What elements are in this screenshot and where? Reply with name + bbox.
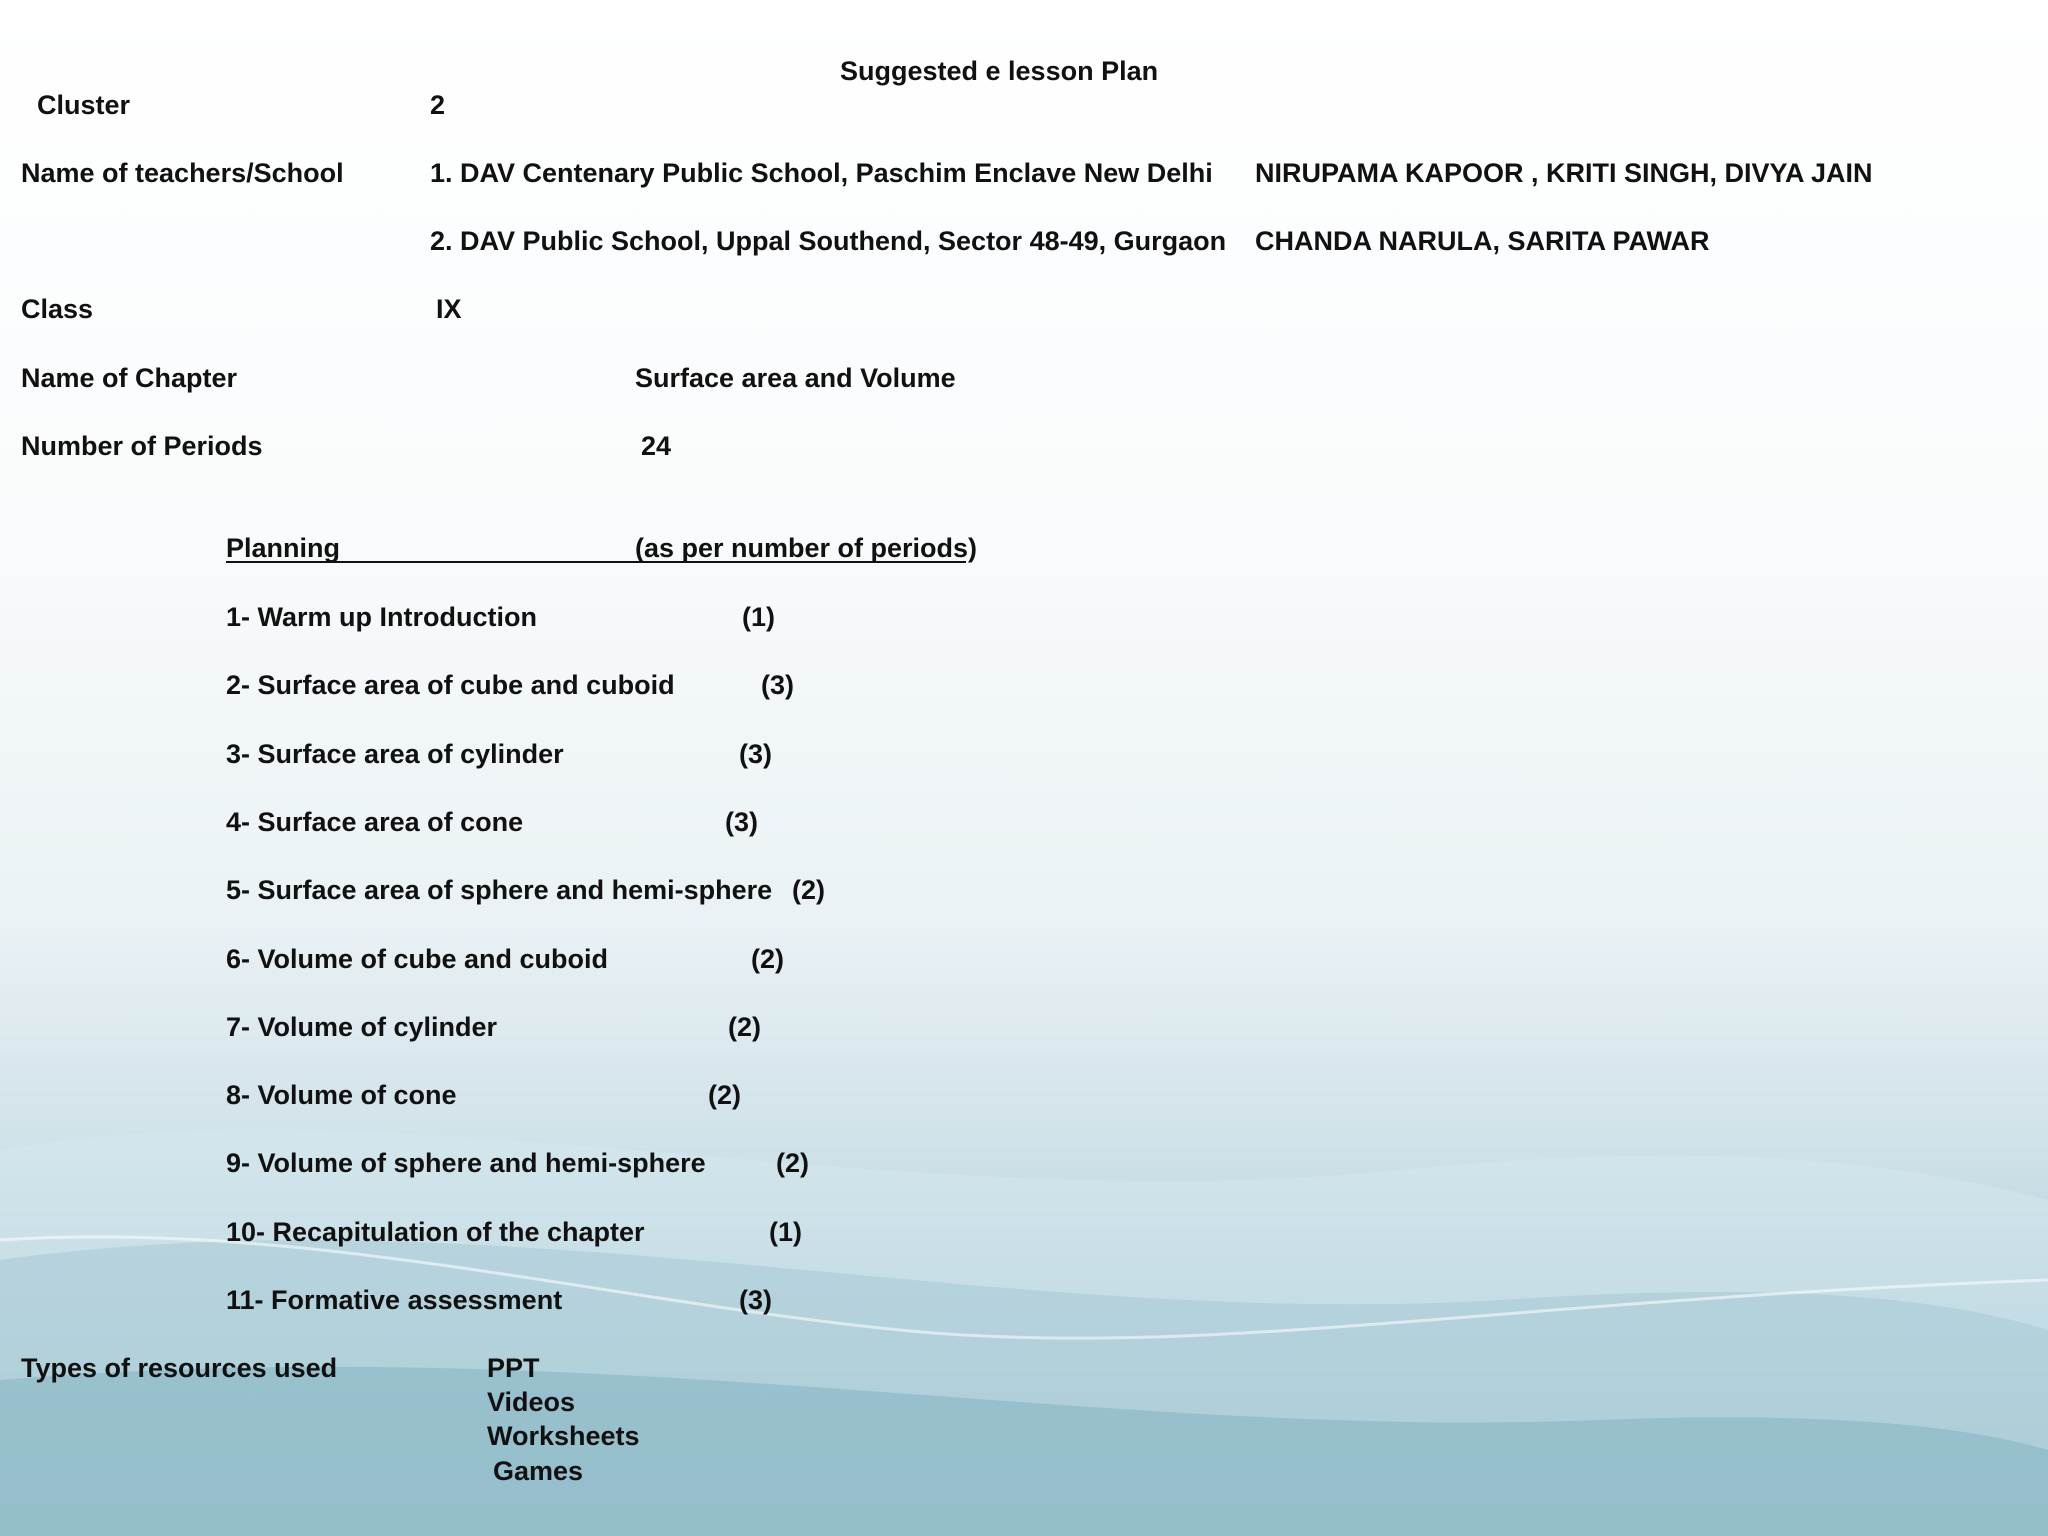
planning-item: 3- Surface area of cylinder — [226, 739, 564, 769]
planning-item-count: (2) — [708, 1080, 741, 1110]
planning-item: 1- Warm up Introduction — [226, 602, 537, 632]
resource-item: Worksheets — [487, 1421, 640, 1451]
planning-item: 9- Volume of sphere and hemi-sphere — [226, 1148, 706, 1178]
cluster-label: Cluster — [37, 90, 131, 120]
planning-subheading: (as per number of periods) — [635, 533, 978, 563]
planning-item-count: (3) — [739, 739, 772, 769]
planning-item: 5- Surface area of sphere and hemi-sphere — [226, 875, 773, 905]
periods-label: Number of Periods — [21, 431, 263, 461]
planning-item: 7- Volume of cylinder — [226, 1012, 498, 1042]
planning-item-count: (3) — [761, 670, 794, 700]
teachers-2: CHANDA NARULA, SARITA PAWAR — [1255, 226, 1710, 256]
resource-item: PPT — [487, 1353, 540, 1383]
planning-item-count: (3) — [739, 1285, 772, 1315]
class-value: IX — [436, 294, 462, 324]
planning-item-count: (2) — [728, 1012, 761, 1042]
planning-underline — [226, 561, 966, 563]
school-2: 2. DAV Public School, Uppal Southend, Sector 48-49, Gurgaon — [430, 226, 1227, 256]
teachers-1: NIRUPAMA KAPOOR , KRITI SINGH, DIVYA JAIN — [1255, 158, 1873, 188]
planning-heading: Planning — [226, 533, 340, 563]
chapter-label: Name of Chapter — [21, 363, 238, 393]
planning-item: 10- Recapitulation of the chapter — [226, 1217, 645, 1247]
teachers-label: Name of teachers/School — [21, 158, 344, 188]
planning-item-count: (1) — [769, 1217, 802, 1247]
cluster-value: 2 — [430, 90, 446, 120]
resource-item: Games — [493, 1456, 584, 1486]
planning-item: 11- Formative assessment — [226, 1285, 563, 1315]
page-title: Suggested e lesson Plan — [840, 56, 1159, 86]
planning-item-count: (3) — [725, 807, 758, 837]
school-1: 1. DAV Centenary Public School, Paschim Enclave New Delhi — [430, 158, 1213, 188]
planning-item-count: (2) — [792, 875, 825, 905]
planning-item-count: (1) — [742, 602, 775, 632]
periods-value: 24 — [641, 431, 672, 461]
planning-item: 8- Volume of cone — [226, 1080, 457, 1110]
planning-item-count: (2) — [751, 944, 784, 974]
planning-item: 6- Volume of cube and cuboid — [226, 944, 609, 974]
planning-item-count: (2) — [776, 1148, 809, 1178]
planning-item: 4- Surface area of cone — [226, 807, 524, 837]
resource-item: Videos — [487, 1387, 576, 1417]
class-label: Class — [21, 294, 94, 324]
planning-item: 2- Surface area of cube and cuboid — [226, 670, 675, 700]
chapter-value: Surface area and Volume — [635, 363, 956, 393]
resources-label: Types of resources used — [21, 1353, 338, 1383]
